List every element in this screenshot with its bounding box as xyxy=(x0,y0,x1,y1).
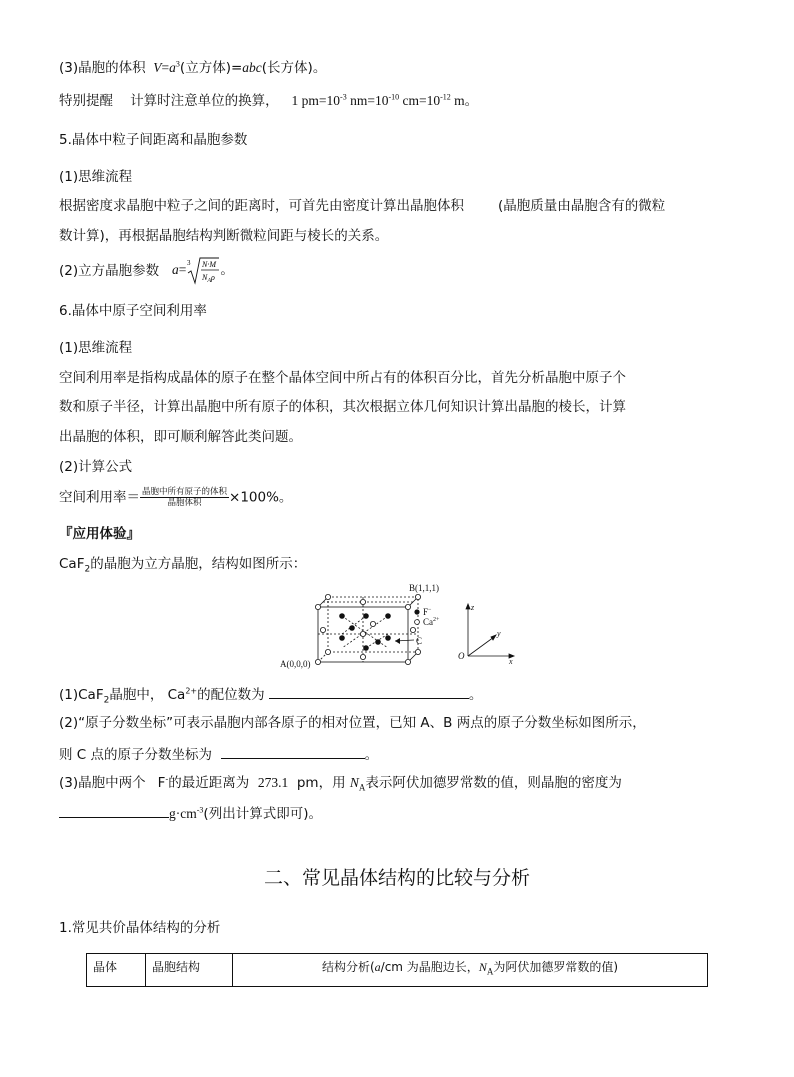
section5-sub1: (1)思维流程 xyxy=(59,169,133,185)
legend-f-label: F− xyxy=(423,607,432,617)
section-two-sub: 1.常见共价晶体结构的分析 xyxy=(59,920,221,936)
answer-blank-2[interactable] xyxy=(221,744,365,759)
utilization-formula: 空间利用率＝ $\frac{\text{晶胞中所有原子的体积}}{\text{晶胞体积}}$ ×100%。 xyxy=(59,487,293,508)
axis-y-label: y xyxy=(497,629,501,638)
cell-parameter-formula: a= 3 N·M $N_A\rho$ 。 xyxy=(172,256,234,286)
section6-para-line1: 空间利用率是指构成晶体的原子在整个晶体空间中所占有的体积百分比，首先分析晶胞中原子个 xyxy=(59,370,626,386)
c-arrow-icon xyxy=(395,638,400,644)
axis-x-label: x xyxy=(509,657,513,666)
section6-para-line3: 出晶胞的体积，即可顺利解答此类问题。 xyxy=(59,429,302,445)
section6-para-line2: 数和原子半径，计算出晶胞中所有原子的体积，其次根据立体几何知识计算出晶胞的棱长，计算 xyxy=(59,399,626,415)
point-b-label: B(1,1,1) xyxy=(409,583,439,593)
legend-ca-icon xyxy=(415,620,420,625)
table-header-row xyxy=(87,954,708,987)
section5-para-line1: 根据密度求晶胞中粒子之间的距离时，可首先由密度计算出晶胞体积 (晶胞质量由晶胞含有的微粒 xyxy=(59,198,666,214)
section6-title: 6.晶体中原子空间利用率 xyxy=(59,303,207,319)
question-2-line2: 则 C 点的原子分数坐标为 。 xyxy=(59,744,378,764)
header-cell-structure: 晶胞结构 xyxy=(146,954,233,987)
question-3-line2: $g\cdot cm^{-3}$(列出计算式即可)。 xyxy=(59,803,322,823)
utilization-fraction: $\frac{\text{晶胞中所有原子的体积}}{\text{晶胞体积}}$ xyxy=(142,487,228,508)
axis-z-label: z xyxy=(471,603,475,612)
question-2-line1: (2)“原子分数坐标”可表示晶胞内部各原子的相对位置，已知 A、B 两点的原子分数坐标如图所示， xyxy=(59,715,646,731)
cube-edges xyxy=(318,597,418,662)
section6-sub1: (1)思维流程 xyxy=(59,340,133,356)
cell-volume-formula: $V=a^3$ xyxy=(153,59,180,75)
covalent-crystal-table xyxy=(86,953,708,987)
cell-volume-line: (3)晶胞的体积 $V=a^3$(立方体)=abc(长方体)。 xyxy=(59,59,327,76)
question-1: (1)CaF$_2$晶胞中， $Ca^{2+}$的配位数为 。 xyxy=(59,684,482,704)
application-intro: CaF$_2$的晶胞为立方晶胞，结构如图所示： xyxy=(59,556,307,575)
svg-text:N·M: N·M xyxy=(202,260,217,269)
application-heading: 『应用体验』 xyxy=(59,526,140,542)
svg-text:3: 3 xyxy=(187,259,191,267)
point-c-label: C xyxy=(416,636,423,646)
header-structure-analysis: 结构分析(a/cm 为晶胞边长，$N_A$为阿伏加德罗常数的值) xyxy=(233,954,708,987)
legend-ca-label: $Ca^{2+}$ xyxy=(423,617,440,627)
axis-origin-label: O xyxy=(458,651,465,661)
section5-para-line2: 数计算)，再根据晶胞结构判断微粒间距与棱长的关系。 xyxy=(59,228,389,244)
answer-blank-3[interactable] xyxy=(59,803,169,818)
unit-conversion: 1 $pm=10^{-3}$ $nm=10^{-10}$ $cm=10^{-12}$ m。 xyxy=(291,92,479,108)
cell-volume-label: (3)晶胞的体积 xyxy=(59,60,146,76)
note-label: 特别提醒 xyxy=(59,93,113,109)
caf2-unit-cell-figure xyxy=(278,580,528,672)
unit-note: 特别提醒 计算时注意单位的换算， 1 $pm=10^{-3}$ $nm=10^{-10}$ $cm=10^{-12}$ m。 xyxy=(59,92,479,109)
section5-formula-line: (2)立方晶胞参数 a= 3 N·M $N_A\rho$ 。 xyxy=(59,256,234,286)
point-a-label: A(0,0,0) xyxy=(280,659,311,669)
section5-title: 5.晶体中粒子间距离和晶胞参数 xyxy=(59,132,248,148)
section6-sub2: (2)计算公式 xyxy=(59,459,133,475)
question-3-line1: (3)晶胞中两个 F-的最近距离为 273.1 pm，用 $N_A$表示阿伏加德罗常数的值，则晶胞的密度为 xyxy=(59,774,622,793)
section-two-title: 二、常见晶体结构的比较与分析 xyxy=(263,867,530,889)
legend-f-icon xyxy=(414,609,419,614)
header-crystal: 晶体 xyxy=(87,954,146,987)
svg-text:NAρ: $N_A\rho$ xyxy=(202,273,216,284)
axes xyxy=(466,604,514,658)
cube-root-icon xyxy=(186,256,220,286)
answer-blank-1[interactable] xyxy=(269,684,469,699)
